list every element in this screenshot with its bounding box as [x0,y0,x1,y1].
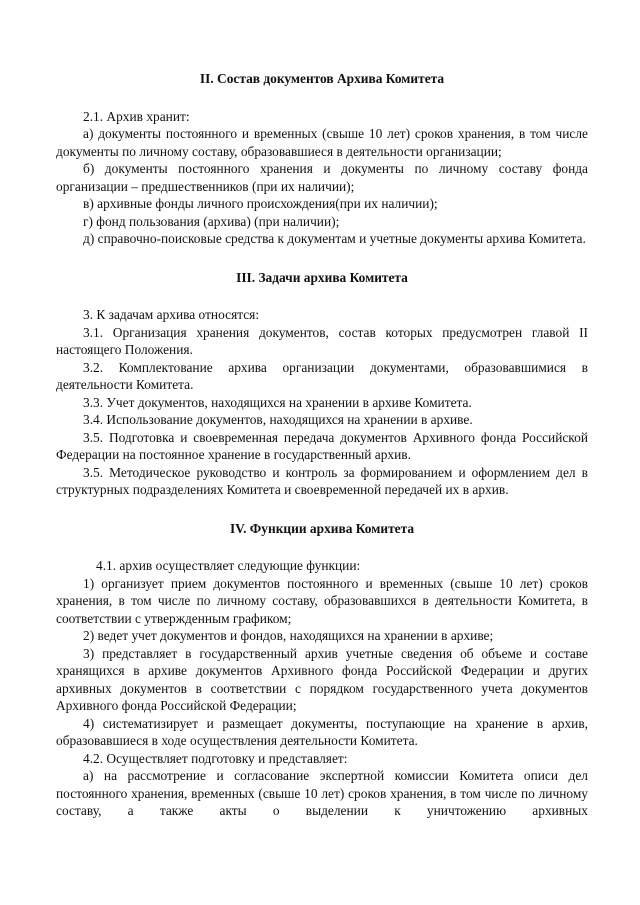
paragraph-4-2-a: а) на рассмотрение и согласование экспертной комиссии Комитета описи дел постоянного хранения, временных (свыше 10 лет) сроков хранения, в том числе по личному составу, а также акты о выделении к уничтожению архивных [56,768,588,818]
paragraph-3: 3. К задачам архива относятся: [83,307,260,322]
paragraph-4-1-2: 2) ведет учет документов и фондов, находящихся на хранении в архиве; [83,628,494,643]
paragraph-3-2: 3.2. Комплектование архива организации документами, образовавшимися в деятельности Комитета. [56,359,588,392]
paragraph-3-1: 3.1. Организация хранения документов, состав которых предусмотрен главой II настоящего Положения. [56,324,588,357]
paragraph-3-5: 3.5. Подготовка и своевременная передача документов Архивного фонда Российской Федерации на постоянное хранение в государственный архив. [56,429,588,462]
section-3-title: III. Задачи архива Комитета [236,269,408,285]
paragraph-2-1-b: б) документы постоянного хранения и документы по личному составу фонда организации – предшественников (при их наличии); [56,161,588,194]
paragraph-4-1: 4.1. архив осуществляет следующие функции: [96,558,361,573]
paragraph-4-2: 4.2. Осуществляет подготовку и представляет: [83,750,348,766]
paragraph-4-1-4: 4) систематизирует и размещает документы, поступающие на хранение в архив, образовавшиеся в ходе осуществления деятельности Комитета. [56,715,588,748]
paragraph-2-1-g: г) фонд пользования (архива) (при наличии); [83,213,340,229]
paragraph-2-1: 2.1. Архив хранит: [83,108,190,124]
paragraph-4-1-1: 1) организует прием документов постоянного и временных (свыше 10 лет) сроков хранения, в том числе по личному составу, образовавшихся в деятельности Комитета, в соответствии с утвержденным графиком; [56,575,588,626]
paragraph-2-1-v: в) архивные фонды личного происхождения(при их наличии); [83,196,438,211]
paragraph-3-3: 3.3. Учет документов, находящихся на хранении в архиве Комитета. [83,394,472,410]
paragraph-2-1-a: а) документы постоянного и временных (свыше 10 лет) сроков хранения, в том числе документы по личному составу, образовавшиеся в деятельности организации; [56,126,588,159]
paragraph-3-4: 3.4. Использование документов, находящихся на хранении в архиве. [83,412,473,427]
paragraph-3-5-b: 3.5. Методическое руководство и контроль за формированием и оформлением дел в структурных подразделениях Комитета и своевременной передачей их в архив. [56,464,588,497]
paragraph-4-1-3: 3) представляет в государственный архив учетные сведения об объеме и составе хранящихся в архиве документов Архивного фонда Российской Федерации и других архивных документов в соответствии с порядком государственного учета документов Архивного фонда Российской Федерации; [56,645,588,713]
section-4-title: IV. Функции архива Комитета [229,520,415,536]
section-2-title: II. Состав документов Архива Комитета [199,71,445,86]
paragraph-2-1-d: д) справочно-поисковые средства к документам и учетные документы архива Комитета. [83,231,586,246]
document-page [56,70,588,820]
